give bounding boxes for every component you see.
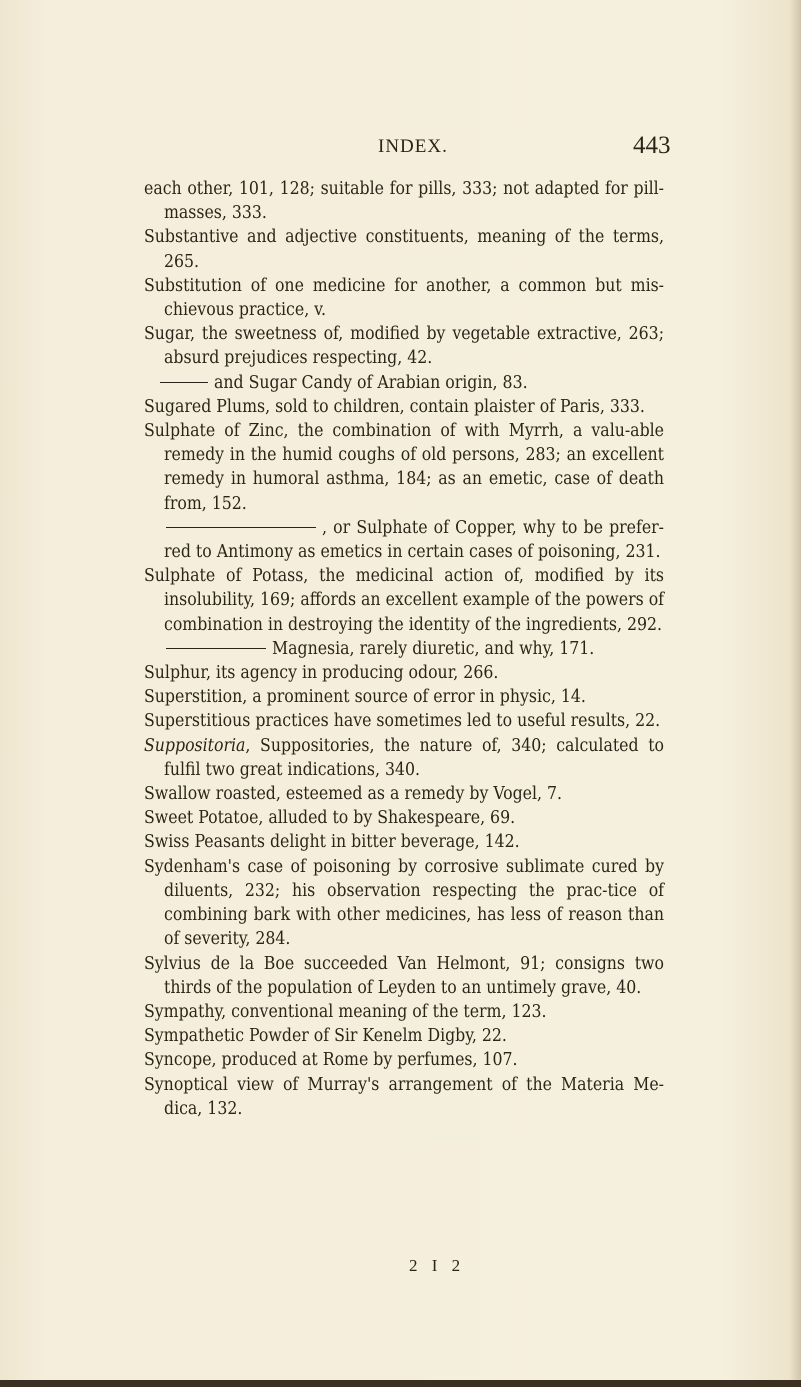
entry-text: , produced at Rome by perfumes, 107. [211,1050,518,1071]
bottom-edge [0,1380,801,1387]
index-entry [144,322,664,370]
index-entry [144,685,664,709]
index-entry [144,274,664,322]
index-entry [144,1048,664,1072]
entry-text: , the sweetness of, modified by vegetable extractive, 263; absurd prejudices respecting, 42. [164,324,664,369]
index-entry [144,782,664,806]
entry-text: case of poisoning by corrosive sublimate cured by diluents, 232; his observation respecting the prac-tice of combining bark with other medicines, has less of reason than of severity, 284. [164,856,664,950]
running-header [0,132,801,176]
entry-text: practices have sometimes led to useful results, 22. [250,711,661,732]
entry-text: view of Murray's arrangement of the Materia Me-dica, 132. [164,1074,664,1119]
entry-text: of one medicine for another, a common but mis-chievous practice, v. [164,275,664,321]
entry-head: Syncope [144,1050,212,1071]
index-entry [144,516,664,564]
entry-head: Sweet [144,808,194,829]
entry-head: Sympathy [144,1001,222,1022]
index-entry [144,637,664,661]
header-title: INDEX. [378,136,448,157]
entry-text: each other, 101, 128; suitable for pills, 333; not adapted for pill-masses, 333. [144,179,664,224]
ditto-dash [166,527,316,528]
entry-text: roasted, esteemed as a remedy by Vogel, 7. [210,784,563,805]
index-entries [144,177,664,1121]
entry-head: Substantive [144,227,239,248]
entry-head: Superstitious [144,711,251,732]
entry-head: Sulphate [144,421,216,442]
entry-head: Superstition [144,687,243,708]
index-entry [144,177,664,225]
ditto-dash [166,648,266,649]
entry-head: Sulphur [144,663,206,684]
entry-text: , or Sulphate of Copper, why to be prefer-red to Antimony as emetics in certain cases of poisoning, 231. [164,517,664,563]
index-entry [144,830,664,854]
entry-head: Synoptical [144,1074,228,1095]
entry-head: Sylvius [144,953,201,974]
entry-text: of Potass, the medicinal action of, modified by its insolubility, 169; affords an excellent example of the powers of combination in destroying the identity of the ingredients, 292. [164,566,664,635]
index-entry [144,419,664,516]
index-entry [144,395,664,419]
entry-head: Swallow [144,784,211,805]
entry-text: Potatoe, alluded to by Shakespeare, 69. [193,808,516,829]
entry-head: Sydenham's [144,856,241,877]
entry-text: of Zinc, the combination of with Myrrh, a valu-able remedy in the humid coughs of old persons, 283; an excellent remedy in humoral asthma, 184; as an emetic, case of death from, 152. [164,421,664,514]
entry-head: Substitution [144,275,242,296]
entry-text: Peasants delight in bitter beverage, 142. [189,832,520,853]
index-entry [144,661,664,685]
entry-text: , conventional meaning of the term, 123. [221,1001,547,1022]
index-entry [144,1024,664,1048]
entry-text: , its agency in producing odour, 266. [205,663,499,684]
index-entry [144,225,664,273]
page-number: 443 [633,132,671,159]
entry-text: Powder of Sir Kenelm Digby, 22. [244,1026,507,1047]
entry-head: Swiss [144,832,190,853]
signature-mark: 2 I 2 [409,1256,466,1275]
index-entry [144,371,664,395]
entry-text: , Suppositories, the nature of, 340; calculated to fulfil two great indications, 340. [164,735,664,780]
entry-text: Plums, sold to children, contain plaister of Paris, 333. [211,396,645,417]
index-entry [144,1000,664,1024]
index-entry [144,1073,664,1121]
index-entry [144,564,664,637]
entry-text: de la Boe succeeded Van Helmont, 91; consigns two thirds of the population of Leyden to an untimely grave, 40. [164,953,664,998]
entry-head: Sugared [144,396,212,417]
entry-head: Sulphate [144,566,216,587]
index-entry [144,734,664,782]
index-entry [144,855,664,952]
entry-text: Magnesia, rarely diuretic, and why, 171. [272,638,595,659]
entry-head: Sympathetic [144,1026,245,1047]
index-entry [144,709,664,733]
ditto-dash [160,382,208,383]
index-entry [144,806,664,830]
entry-head: Suppositoria [144,735,246,756]
entry-text: and adjective constituents, meaning of the terms, 265. [164,227,664,272]
page-edge-shadow [789,0,801,1387]
entry-text: and Sugar Candy of Arabian origin, 83. [214,372,528,393]
index-entry [144,952,664,1000]
entry-text: , a prominent source of error in physic, 14. [242,687,586,708]
entry-head: Sugar [144,324,190,345]
